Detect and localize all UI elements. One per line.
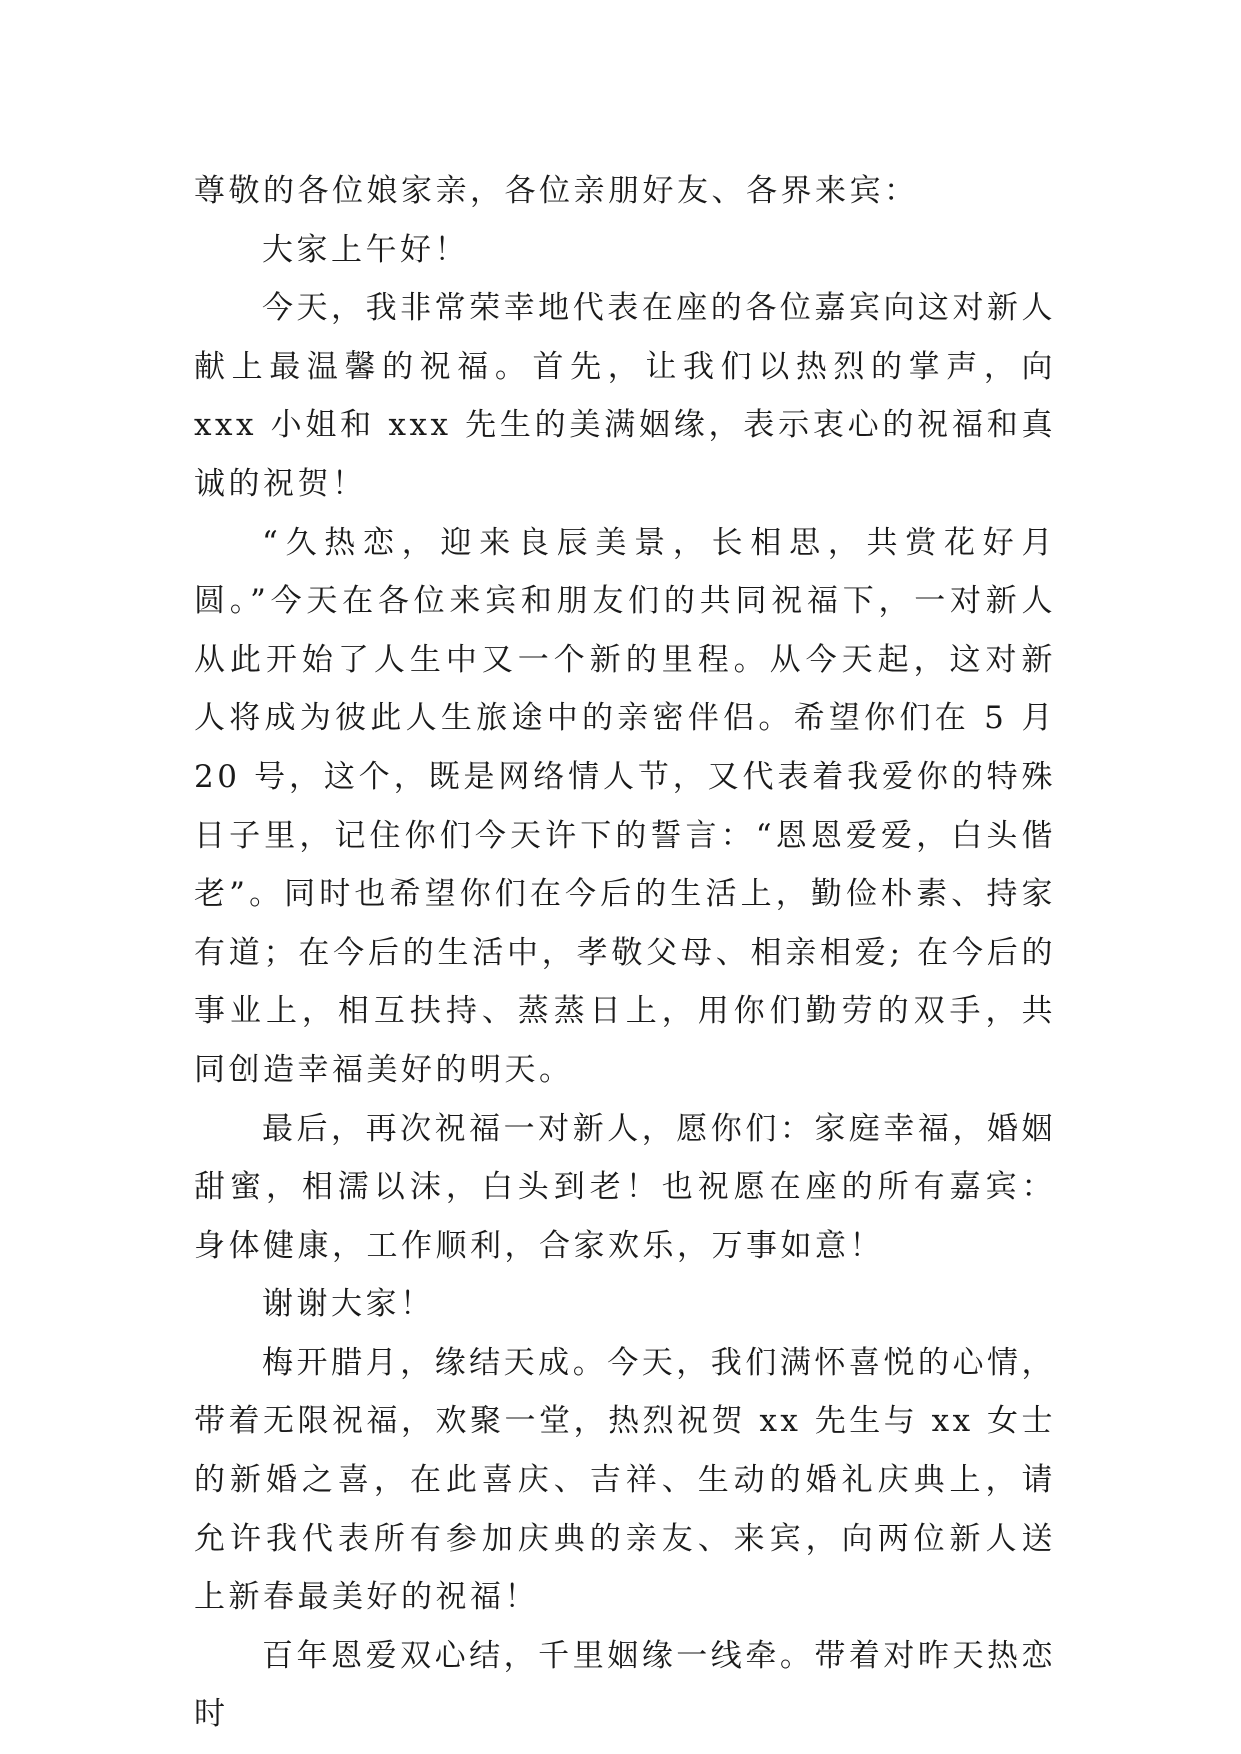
body-paragraph: “久热恋，迎来良辰美景，长相思，共赏花好月圆。”今天在各位来宾和朋友们的共同祝福下，一对新人从此开始了人生中又一个新的里程。从今天起，这对新人将成为彼此人生旅途中的亲密伴侣。希望你们在 5 月 20 号，这个，既是网络情人节，又代表着我爱你的特殊日子里，记住你们今天许下的誓言：“恩恩爱爱，白头偕老”。同时也希望你们在今后的生活上，勤俭朴素、持家有道；在今后的生活中，孝敬父母、相亲相爱; 在今后的事业上，相互扶持、蒸蒸日上，用你们勤劳的双手，共同创造幸福美好的明天。	[194, 524, 1056, 1088]
thanks-paragraph: 谢谢大家！	[262, 1286, 435, 1323]
body-paragraph: 百年恩爱双心结，千里姻缘一线牵。带着对昨天热恋时	[194, 1637, 1056, 1733]
document-body	[194, 162, 1056, 1744]
salutation-paragraph: 尊敬的各位娘家亲，各位亲朋好友、各界来宾：	[194, 173, 919, 209]
body-paragraph: 梅开腊月，缘结天成。今天，我们满怀喜悦的心情，带着无限祝福，欢聚一堂，热烈祝贺 xx 先生与 xx 女士的新婚之喜，在此喜庆、吉祥、生动的婚礼庆典上，请允许我代表所有参加庆典的亲友、来宾，向两位新人送上新春最美好的祝福！	[194, 1344, 1056, 1616]
body-paragraph: 最后，再次祝福一对新人，愿你们：家庭幸福，婚姻甜蜜，相濡以沫，白头到老！也祝愿在座的所有嘉宾：身体健康，工作顺利，合家欢乐，万事如意！	[194, 1110, 1056, 1264]
greeting-paragraph: 大家上午好！	[262, 231, 469, 268]
body-paragraph: 今天，我非常荣幸地代表在座的各位嘉宾向这对新人献上最温馨的祝福。首先，让我们以热烈的掌声，向 xxx 小姐和 xxx 先生的美满姻缘，表示衷心的祝福和真诚的祝贺！	[194, 290, 1056, 502]
